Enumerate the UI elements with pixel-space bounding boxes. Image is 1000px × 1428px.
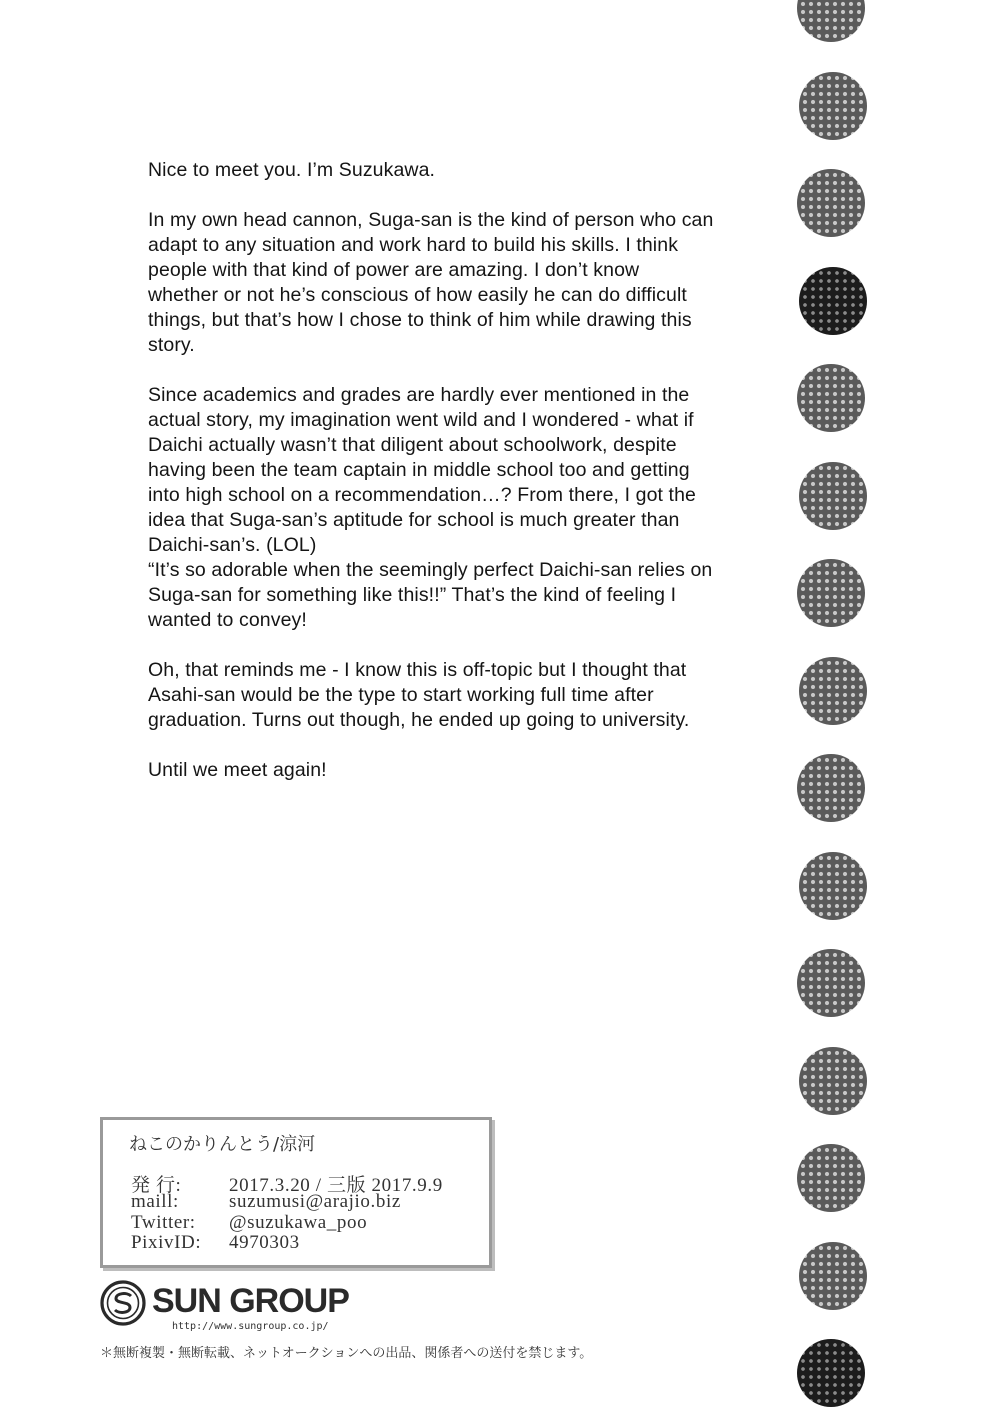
sun-group-logo <box>100 1278 400 1338</box>
paragraph-4: Oh, that reminds me - I know this is off-topic but I thought that Asahi-san would be the type to start working full time after graduation. Turns out though, he ended up going to university. <box>148 659 690 731</box>
dotted-circle-icon <box>799 267 867 335</box>
logo-name: SUN GROUP <box>152 1282 349 1320</box>
dotted-circle-icon <box>799 462 867 530</box>
colophon-value: 4970303 <box>229 1232 300 1253</box>
sun-group-logo-icon <box>100 1280 146 1326</box>
colophon-row-twitter <box>131 1212 368 1234</box>
colophon-key: 発 行: <box>131 1175 182 1196</box>
paragraph-2: In my own head cannon, Suga-san is the kind of person who can adapt to any situation and work hard to build his skills. I think people with that kind of power are amazing. I don’t know whether or not he’s conscious of how easily he can do difficult things, but that’s how I chose to think of him while drawing this story. <box>148 209 714 356</box>
dotted-circle-icon <box>797 1144 865 1212</box>
dotted-circle-icon <box>799 1242 867 1310</box>
colophon-key: maill: <box>131 1191 179 1212</box>
dotted-circle-icon <box>797 364 865 432</box>
colophon-box <box>100 1117 492 1268</box>
colophon-key: Twitter: <box>131 1212 196 1233</box>
decorative-dot-column <box>795 0 875 1428</box>
paragraph-3: Since academics and grades are hardly ever mentioned in the actual story, my imagination went wild and I wondered - what if Daichi actually wasn’t that diligent about schoolwork, despite having been the team captain in middle school too and getting into high school on a recommendation…? From there, I got the idea that Suga-san’s aptitude for school is much greater than Daichi-san’s. (LOL) “It’s so adorable when the seemingly perfect Daichi-san relies on Suga-san for something like this!!” That’s the kind of feeling I wanted to convey! <box>148 384 713 631</box>
colophon-row-mail <box>131 1191 401 1213</box>
colophon-value: suzumusi@arajio.biz <box>229 1191 401 1212</box>
paragraph-5: Until we meet again! <box>148 759 327 781</box>
paragraph-1: Nice to meet you. I’m Suzukawa. <box>148 159 436 181</box>
dotted-circle-icon <box>799 852 867 920</box>
dotted-circle-icon <box>797 949 865 1017</box>
logo-url: http://www.sungroup.co.jp/ <box>172 1321 329 1332</box>
dotted-circle-icon <box>797 559 865 627</box>
colophon-key: PixivID: <box>131 1232 202 1253</box>
dotted-circle-icon <box>797 754 865 822</box>
copyright-notice: ＊無断複製・無断転載、ネットオークションへの出品、関係者への送付を禁じます。 <box>100 1346 593 1361</box>
dotted-circle-icon <box>797 0 865 42</box>
colophon-row-pixiv <box>131 1232 300 1254</box>
colophon-value: 2017.3.20 / 三版 2017.9.9 <box>229 1175 443 1196</box>
dotted-circle-icon <box>797 1339 865 1407</box>
dotted-circle-icon <box>799 1047 867 1115</box>
colophon-value: @suzukawa_poo <box>229 1212 368 1233</box>
afterword-text <box>148 158 768 808</box>
dotted-circle-icon <box>799 657 867 725</box>
dotted-circle-icon <box>797 169 865 237</box>
colophon-title: ねこのかりんとう/涼河 <box>129 1134 316 1155</box>
dotted-circle-icon <box>799 72 867 140</box>
